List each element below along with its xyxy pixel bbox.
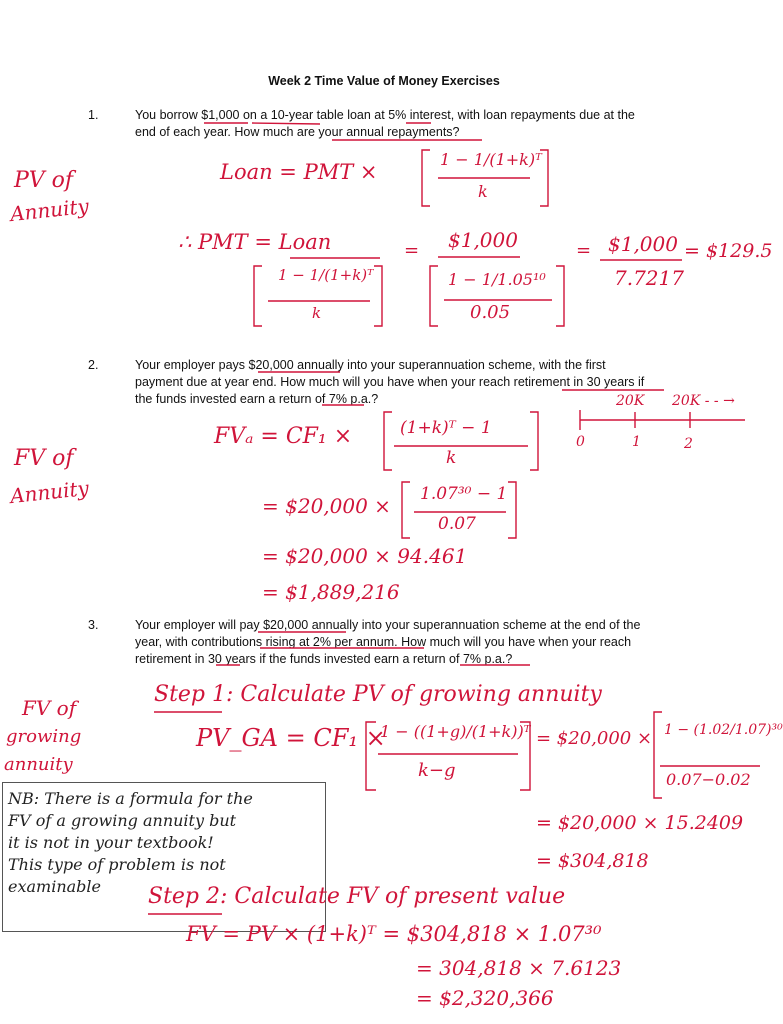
nb-line-4: This type of problem is not <box>8 855 226 874</box>
q2-frac-num: (1+k)ᵀ − 1 <box>400 418 492 438</box>
q1-den1-bottom: k <box>312 304 322 322</box>
question-2-line-1: Your employer pays $20,000 annually into your superannuation scheme, with the first <box>135 358 606 372</box>
q3-pvga: PV_GA = CF₁ × <box>196 724 386 752</box>
question-2-number: 2. <box>88 358 99 372</box>
q3-frac-num: 1 − ((1+g)/(1+k))ᵀ <box>380 722 531 741</box>
q2-tick-2: 2 <box>684 436 693 452</box>
q2-line2: = $20,000 × <box>262 494 391 518</box>
q3-margin-label-1: FV of <box>22 696 77 720</box>
q1-eq2: = <box>576 240 592 261</box>
q3-frac-den: k−g <box>418 760 456 781</box>
q2-tick-1: 1 <box>632 434 641 450</box>
q3-step1: Step 1: Calculate PV of growing annuity <box>154 682 602 707</box>
q3-fv-line3: = $2,320,366 <box>416 986 554 1010</box>
q1-frac-num: 1 − 1/(1+k)ᵀ <box>440 150 542 169</box>
page-title: Week 2 Time Value of Money Exercises <box>268 74 500 88</box>
q1-num3: $1,000 <box>608 232 678 256</box>
question-1-line-1: You borrow $1,000 on a 10-year table loan at 5% interest, with loan repayments due at the <box>135 108 635 122</box>
q1-num2: $1,000 <box>448 228 518 252</box>
q1-den1-top: 1 − 1/(1+k)ᵀ <box>278 266 374 284</box>
nb-line-1: NB: There is a formula for the <box>8 789 253 808</box>
q2-timeline-20k-1: 20K <box>616 393 645 409</box>
q1-margin-label-1: PV of <box>14 168 74 193</box>
q3-eq-20k: = $20,000 × <box>536 728 653 749</box>
question-3-line-3: retirement in 30 years if the funds invested earn a return of 7% p.a.? <box>135 652 513 666</box>
q3-line-a: = $20,000 × 15.2409 <box>536 812 744 834</box>
q1-eq1: = <box>404 240 420 261</box>
q3-fv-line: FV = PV × (1+k)ᵀ = $304,818 × 1.07³⁰ <box>186 922 602 946</box>
q2-margin-label-1: FV of <box>14 446 74 471</box>
q3-margin-label-3: annuity <box>4 754 73 775</box>
q1-eq3: = $129.5 <box>684 240 773 262</box>
q2-line2-den: 0.07 <box>438 514 476 534</box>
question-3-line-2: year, with contributions rising at 2% per annum. How much will you have when your reach <box>135 635 632 649</box>
q3-margin-label-2: growing <box>6 726 82 747</box>
q3-fv-line2: = 304,818 × 7.6123 <box>416 956 622 980</box>
q1-den2-bottom: 0.05 <box>470 302 511 323</box>
q2-line3: = $20,000 × 94.461 <box>262 544 468 568</box>
q1-den2-top: 1 − 1/1.05¹⁰ <box>448 270 546 289</box>
question-3-number: 3. <box>88 618 99 632</box>
q3-step2: Step 2: Calculate FV of present value <box>148 884 566 909</box>
q2-line4: = $1,889,216 <box>262 580 400 604</box>
question-2-line-2: payment due at year end. How much will you have when your reach retirement in 30 years if <box>135 375 645 389</box>
q1-frac-den: k <box>478 182 488 201</box>
q1-den3: 7.7217 <box>614 266 684 290</box>
question-1-number: 1. <box>88 108 99 122</box>
q1-margin-label-2: Annuity <box>8 193 90 227</box>
q2-margin-label-2: Annuity <box>8 475 90 509</box>
q2-timeline-20k-2: 20K - - → <box>672 393 735 409</box>
nb-line-5: examinable <box>8 877 101 896</box>
q2-fva: FVₐ = CF₁ × <box>214 424 353 449</box>
q3-line-b: = $304,818 <box>536 850 649 872</box>
q1-loan-eq: Loan = PMT × <box>220 160 378 184</box>
nb-line-2: FV of a growing annuity but <box>8 811 237 830</box>
nb-line-3: it is not in your textbook! <box>8 833 214 852</box>
q2-line2-num: 1.07³⁰ − 1 <box>420 484 508 504</box>
question-1-line-2: end of each year. How much are your annual repayments? <box>135 125 460 139</box>
q3-frac2-den: 0.07−0.02 <box>666 770 751 789</box>
question-2-line-3: the funds invested earn a return of 7% p.a.? <box>135 392 379 406</box>
q1-therefore: ∴ PMT = Loan <box>178 230 332 254</box>
nb-note <box>8 788 253 898</box>
q2-tick-0: 0 <box>576 434 585 450</box>
q2-frac-den: k <box>446 448 457 468</box>
q3-frac2-num: 1 − (1.02/1.07)³⁰ <box>664 722 783 738</box>
question-3-line-1: Your employer will pay $20,000 annually into your superannuation scheme at the end of the <box>135 618 641 632</box>
